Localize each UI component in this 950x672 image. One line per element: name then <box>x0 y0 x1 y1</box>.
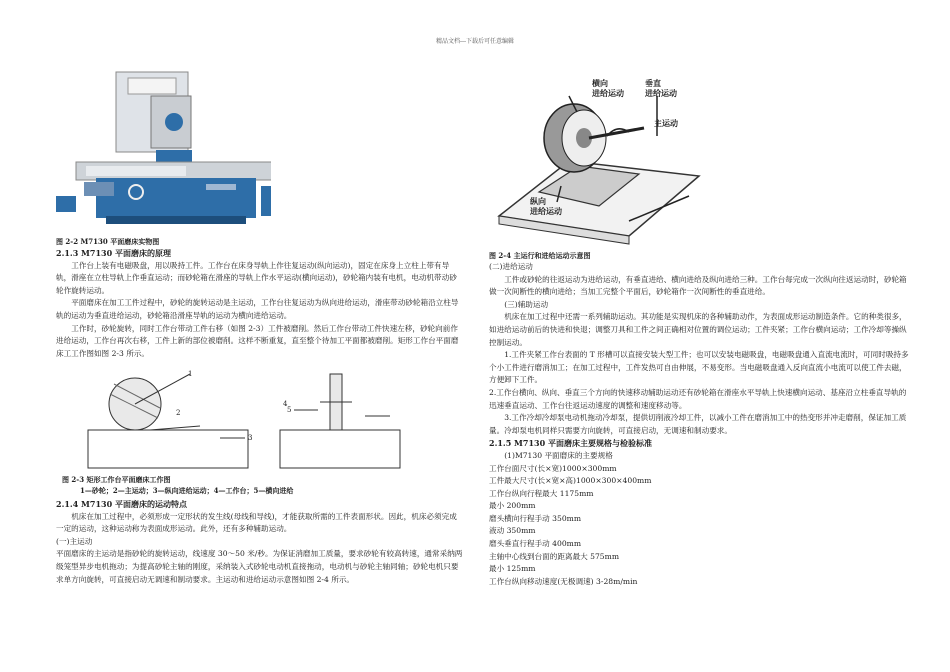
fig23-label-2: 2 <box>176 409 181 417</box>
aux-motion-subheading: (三)辅助运动 <box>504 299 549 309</box>
main-motion-subheading: (一)主运动 <box>56 536 93 546</box>
paragraph-aux-motion: 机床在加工过程中还需一系列辅助运动。其功能是实现机床的各种辅助动作，为表面成形运动制造条件。它的种类很多，如进给运动前后的快进和快退；调整刀具和工件之间正确相对位置的调位运动；工件夹紧；工作台横向运动；工作冷却等操纵控制运动。 <box>489 312 907 347</box>
spec-line: 最小 125mm <box>489 564 536 574</box>
section-2-1-3-title: 2.1.3 M7130 平面磨床的原理 <box>56 248 171 258</box>
left-column-lower <box>56 498 464 586</box>
machine-photo <box>56 66 271 234</box>
left-column <box>56 236 464 360</box>
feed-motion-subheading: (二)进给运动 <box>489 262 533 271</box>
spec-line: 磨头垂直行程手动 400mm <box>489 539 582 549</box>
page-header: 精品文档---下载后可任意编辑 <box>435 38 515 45</box>
fig24-caption: 图 2-4 主运行和进给运动示意图 <box>489 251 591 260</box>
fig23-label-5: 5 <box>287 406 292 414</box>
main-motion-label: 主运动 <box>654 118 678 128</box>
paragraph-rapid-travel: 2.工作台横向、纵向、垂直三个方向的快速移动辅助运动还有砂轮箱在滑座水平导轨上快速横向运动、基座沿立柱垂直导轨的迅速垂直运动、工作台往返运动速度的调整和速度移动等。 <box>489 387 907 410</box>
paragraph-motion-intro: 机床在加工过程中，必须形成一定形状的发生线(母线和导线)，才能获取所需的工件表面形状。因此，机床必须完成一定的运动，这种运动称为表面成形运动。此外，还有多种辅助运动。 <box>56 511 457 534</box>
right-column <box>489 250 909 588</box>
spec-line: 磨头横向行程手动 350mm <box>489 513 582 523</box>
spec-line: 主轴中心线到台面的距离最大 575mm <box>489 551 620 561</box>
longitudinal-feed-label: 纵向 进给运动 <box>530 196 562 216</box>
fig23-caption: 图 2-3 矩形工作台平面磨床工作图 <box>62 475 171 484</box>
fig22-caption: 图 2-2 M7130 平面磨床实物图 <box>56 237 160 246</box>
paragraph-clamping: 1.工件夹紧工作台表面的 T 形槽可以直接安装大型工件；也可以安装电磁吸盘，电磁吸盘通入直流电流时，可同时吸持多个小工件进行磨消加工；在加工过程中，工件发热可自由伸展，不易变形。当电磁吸盘通入反向直流小电流可以使工件去磁，方便卸下工件。 <box>489 350 909 385</box>
fig23-label-1: 1 <box>188 370 193 378</box>
fig23-legend: 1—砂轮；2—主运动；3—纵向进给运动；4—工作台；5—横向进给 <box>80 486 294 495</box>
section-2-1-5-title: 2.1.5 M7130 平面磨床主要规格与检验标准 <box>489 438 652 449</box>
paragraph-principle-3: 工作时，砂轮旋转，同时工作台带动工件右移（如图 2-3）工件被磨削。然后工作台带动工件快速左移，砂轮向前作进给运动，工作台再次右移，工件上新的部位被磨削。这样不断重复，直至整个待加工平面都被磨削。矩形工作台平面磨床工工作图如图 2-3 所示。 <box>56 323 459 358</box>
worktable-diagram <box>80 364 410 470</box>
fig23-label-3: 3 <box>248 434 253 442</box>
paragraph-main-motion: 平面磨床的主运动是指砂轮的旋转运动，线速度 30～50 米/秒。为保证消磨加工质量，要求砂轮有较高转速，通常采纳两级笼型异步电机拖动；为提高砂轮主轴的刚度，采纳装入式砂轮电动机直接拖动，电动机与砂轮主轴同轴；砂轮电机只要求单方向旋转，可直接启动无调速和制动要求。主运动和进给运动示意图如图 2-4 所示。 <box>56 549 463 584</box>
fig23-caption-block <box>62 474 462 496</box>
section-2-1-4-title: 2.1.4 M7130 平面磨床的运动特点 <box>56 499 187 509</box>
paragraph-feed-motion: 工件或砂轮的往返运动为进给运动，有垂直进给、横向进给及纵向进给三种。工作台每完成一次纵向往返运动时，砂轮箱做一次间断性的横向进给；当加工完整个平面后，砂轮箱作一次间断性的垂直进给。 <box>489 274 907 297</box>
spec-line: 工作台纵向行程最大 1175mm <box>489 488 594 498</box>
spec-line: 最小 200mm <box>489 501 536 511</box>
lateral-feed-label: 横向 进给运动 <box>592 78 624 98</box>
paragraph-principle-1: 工作台上装有电磁吸盘，用以吸持工件。工作台在床身导轨上作往复运动(纵向运动)，固定在床身上立柱上带有导轨，滑座在立柱导轨上作垂直运动；而砂轮箱在滑座的导轨上作水平运动(横向运动)，砂轮箱内装有电机，电动机带动砂轮作旋转运动。 <box>56 260 457 295</box>
spec-line: 工件最大尺寸(长×宽×高)1000×300×400mm <box>489 476 652 486</box>
vertical-feed-label: 垂直 进给运动 <box>645 78 677 98</box>
spec-line: 工作台面尺寸(长×宽)1000×300mm <box>489 463 617 473</box>
spec-line: 工作台纵向移动速度(无极调速) 3-28m/min <box>489 576 638 586</box>
spec-line: 液动 350mm <box>489 526 536 536</box>
spec-line: (1)M7130 平面磨床的主要规格 <box>504 450 613 460</box>
paragraph-cooling: 3.工作冷却冷却泵电动机拖动冷却泵，提供切削液冷却工件，以减小工件在磨消加工中的热变形并冲走磨削，保证加工质量。冷却泵电机同样只需要方向旋转，可直接启动，无调速和制动要求。 <box>489 413 907 435</box>
paragraph-principle-2: 平面磨床在加工工件过程中，砂轮的旋转运动是主运动，工作台往复运动为纵向进给运动，滑座带动砂轮箱沿立柱导轨的运动为垂直进给运动，砂轮箱沿滑座导轨的运动为横向进给运动。 <box>56 298 459 320</box>
fig23-label-4: 4 <box>283 400 288 408</box>
